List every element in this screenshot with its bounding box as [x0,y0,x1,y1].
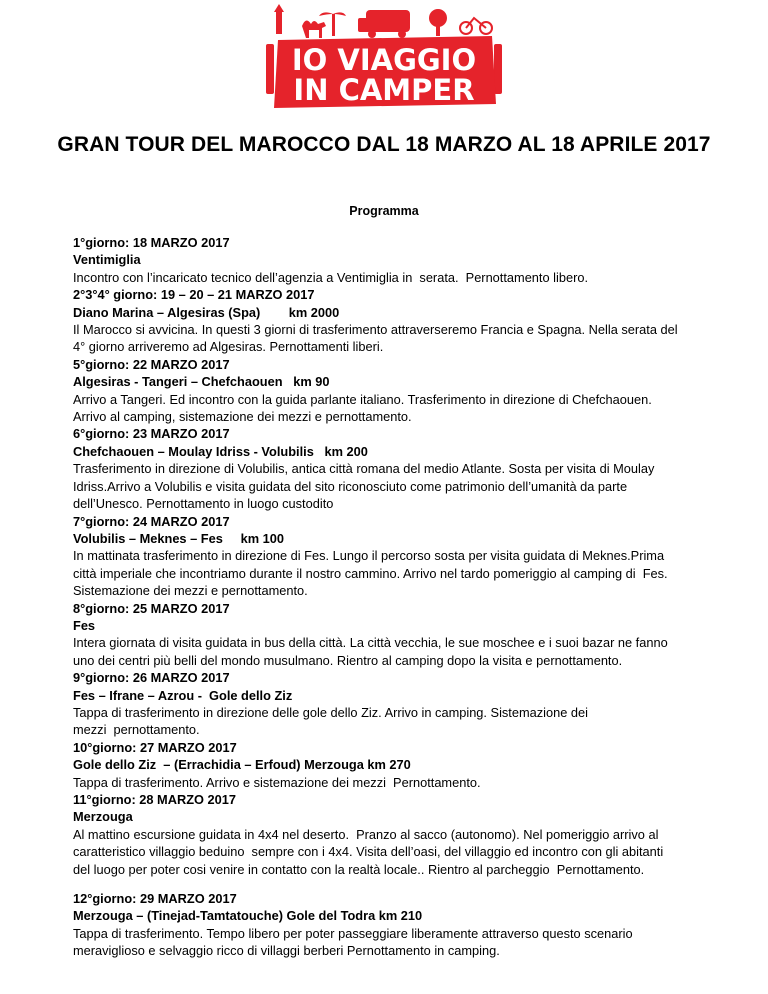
day-description-line: Arrivo a Tangeri. Ed incontro con la guida parlante italiano. Trasferimento in direzione di Chefchaouen. [73,391,652,407]
day-description-line: Tappa di trasferimento in direzione delle gole dello Ziz. Arrivo in camping. Sistemazione dei [73,704,588,720]
day-entry [73,286,698,356]
day-date: 8°giorno: 25 MARZO 2017 [73,600,230,616]
day-description-line: meraviglioso e selvaggio ricco di villaggi berberi Pernottamento in camping. [73,943,500,959]
day-date: 7°giorno: 24 MARZO 2017 [73,513,230,529]
day-description-line: Tappa di trasferimento. Arrivo e sistemazione dei mezzi Pernottamento. [73,774,481,790]
logo-line-1: IO VIAGGIO [291,43,477,77]
day-route: Gole dello Ziz – (Errachidia – Erfoud) Merzouga km 270 [73,757,411,773]
day-description-line: Incontro con l’incaricato tecnico dell’agenzia a Ventimiglia in serata. Pernottamento libero. [73,269,589,285]
day-entry [73,425,698,512]
day-entry [73,513,698,600]
day-description-line: dell’Unesco. Pernottamento in luogo custodito [73,496,334,512]
day-entry [73,234,698,286]
day-description-line: mezzi pernottamento. [73,722,200,738]
day-description-line: Il Marocco si avvicina. In questi 3 giorni di trasferimento attraverseremo Francia e Spagna. Nella serata del [73,322,678,338]
day-date: 1°giorno: 18 MARZO 2017 [73,235,230,250]
day-date: 2°3°4° giorno: 19 – 20 – 21 MARZO 2017 [73,287,315,303]
itinerary [73,234,698,960]
day-date: 9°giorno: 26 MARZO 2017 [73,670,230,686]
day-description-line: Arrivo al camping, sistemazione dei mezzi e pernottamento. [73,409,412,425]
day-description-line: del luogo per poter cosi venire in contatto con la realtà locale.. Rientro al parcheggio Pernottamento. [73,861,645,877]
day-description-line: Trasferimento in direzione di Volubilis, antica città romana del medio Atlante. Sosta per visita di Moulay [73,461,655,477]
day-entry [73,739,698,791]
day-description-line: caratteristico villaggio beduino sempre con i 4x4. Visita dell’oasi, del villaggio ed incontro con gli abitanti [73,844,664,860]
day-description-line: In mattinata trasferimento in direzione di Fes. Lungo il percorso sosta per visita guidata di Meknes.Prima [73,548,665,564]
day-route: Chefchaouen – Moulay Idriss - Volubilis km 200 [73,443,368,459]
day-description-line: Al mattino escursione guidata in 4x4 nel deserto. Pranzo al sacco (autonomo). Nel pomeriggio arrivo al [73,826,659,842]
day-route: Merzouga – (Tinejad-Tamtatouche) Gole del Todra km 210 [73,908,423,924]
day-entry [73,791,698,878]
day-description-line: Intera giornata di visita guidata in bus della città. La città vecchia, le sue moschee e i suoi bazar ne fanno [73,635,668,651]
day-date: 6°giorno: 23 MARZO 2017 [73,426,230,442]
day-description-line: 4° giorno arriveremo ad Algesiras. Pernottamenti liberi. [73,339,384,355]
document-title: GRAN TOUR DEL MAROCCO DAL 18 MARZO AL 18 APRILE 2017 [57,133,711,156]
day-route: Algesiras - Tangeri – Chefchaouen km 90 [73,374,330,390]
day-route: Fes – Ifrane – Azrou - Gole dello Ziz [73,687,293,703]
day-route: Ventimiglia [73,252,141,268]
day-route: Merzouga [73,809,133,825]
program-heading: Programma [349,204,419,218]
day-route: Diano Marina – Algesiras (Spa) km 2000 [73,304,340,320]
day-description-line: Idriss.Arrivo a Volubilis e visita guidata del sito riconosciuto come patrimonio dell’umanità da parte [73,478,628,494]
day-date: 10°giorno: 27 MARZO 2017 [73,739,237,755]
day-entry [73,356,698,426]
day-route: Volubilis – Meknes – Fes km 100 [73,530,285,546]
day-entry [73,890,698,960]
day-entry [73,600,698,670]
day-description-line: uno dei centri più belli del mondo musulmano. Rientro al camping dopo la visita e pernottamento. [73,652,623,668]
day-date: 5°giorno: 22 MARZO 2017 [73,356,230,372]
day-description-line: città imperiale che incontriamo durante il nostro cammino. Arrivo nel tardo pomeriggio al camping di Fes. [73,565,668,581]
logo-line-2: IN CAMPER [293,73,475,107]
day-route: Fes [73,617,96,633]
day-description-line: Sistemazione dei mezzi e pernottamento. [73,583,308,599]
day-entry [73,669,698,739]
day-description-line: Tappa di trasferimento. Tempo libero per poter passeggiare liberamente attraverso questo scenario [73,925,633,941]
paragraph-gap [73,878,698,890]
day-date: 12°giorno: 29 MARZO 2017 [73,891,237,907]
day-date: 11°giorno: 28 MARZO 2017 [73,792,236,807]
io-viaggio-in-camper-logo [262,4,506,112]
